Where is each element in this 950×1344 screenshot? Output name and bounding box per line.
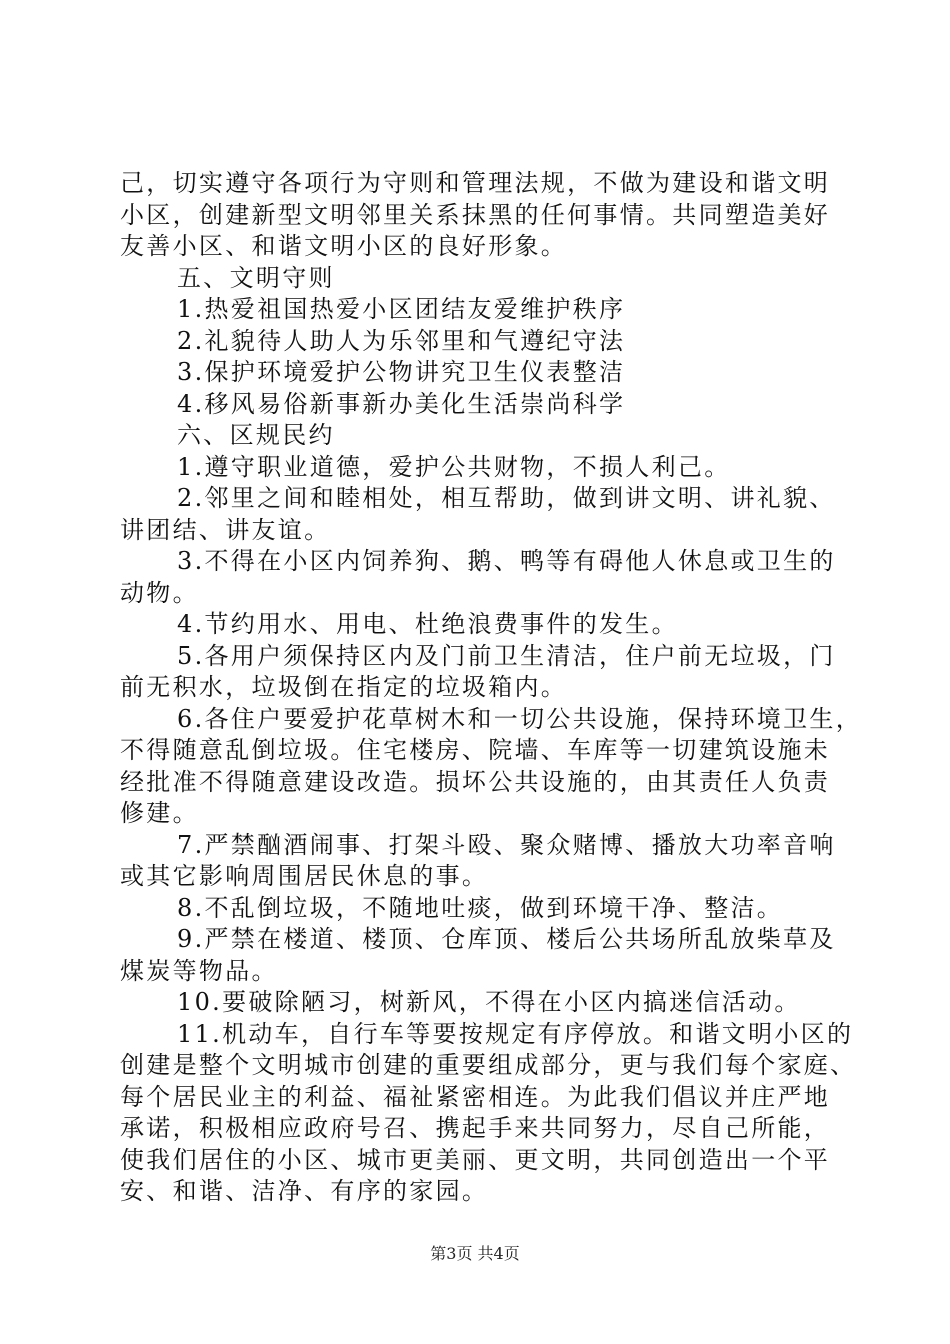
text-line: 不得随意乱倒垃圾。住宅楼房、院墙、车库等一切建筑设施未 xyxy=(120,736,831,764)
document-body xyxy=(120,168,862,1208)
text-line: 10.要破除陋习，树新风，不得在小区内搞迷信活动。 xyxy=(177,988,801,1016)
text-line: 4.节约用水、用电、杜绝浪费事件的发生。 xyxy=(177,610,678,638)
text-line: 动物。 xyxy=(120,578,199,607)
text-line: 创建是整个文明城市创建的重要组成部分，更与我们每个家庭、 xyxy=(120,1051,857,1079)
text-line: 友善小区、和谐文明小区的良好形象。 xyxy=(120,232,568,260)
text-line: 经批准不得随意建设改造。损坏公共设施的，由其责任人负责 xyxy=(120,767,831,796)
text-line: 1.遵守职业道德，爱护公共财物，不损人利己。 xyxy=(177,452,731,481)
text-line: 3.保护环境爱护公物讲究卫生仪表整洁 xyxy=(177,358,626,386)
text-line: 六、区规民约 xyxy=(177,421,335,449)
text-line: 1.热爱祖国热爱小区团结友爱维护秩序 xyxy=(177,295,626,323)
text-line: 使我们居住的小区、城市更美丽、更文明，共同创造出一个平 xyxy=(120,1145,831,1174)
text-line: 承诺，积极相应政府号召、携起手来共同努力，尽自己所能， xyxy=(120,1114,831,1142)
text-line: 8.不乱倒垃圾，不随地吐痰，做到环境干净、整洁。 xyxy=(177,893,784,922)
text-line: 3.不得在小区内饲养狗、鹅、鸭等有碍他人休息或卫生的 xyxy=(177,547,836,575)
text-line: 9.严禁在楼道、楼顶、仓库顶、楼后公共场所乱放柴草及 xyxy=(177,925,836,953)
text-line: 2.礼貌待人助人为乐邻里和气遵纪守法 xyxy=(177,326,626,355)
text-line: 安、和谐、洁净、有序的家园。 xyxy=(120,1177,489,1205)
text-line: 2.邻里之间和睦相处，相互帮助，做到讲文明、讲礼貌、 xyxy=(177,484,836,512)
text-line: 7.严禁酗酒闹事、打架斗殴、聚众赌博、播放大功率音响 xyxy=(177,830,836,859)
text-line: 4.移风易俗新事新办美化生活崇尚科学 xyxy=(177,389,626,418)
text-line: 煤炭等物品。 xyxy=(120,956,278,985)
text-line: 修建。 xyxy=(120,799,199,827)
text-line: 己，切实遵守各项行为守则和管理法规，不做为建设和谐文明 xyxy=(120,169,831,197)
text-line: 五、文明守则 xyxy=(177,263,335,292)
text-line: 前无积水，垃圾倒在指定的垃圾箱内。 xyxy=(120,673,568,701)
text-line: 小区，创建新型文明邻里关系抹黑的任何事情。共同塑造美好 xyxy=(120,200,831,229)
text-line: 11.机动车，自行车等要按规定有序停放。和谐文明小区的 xyxy=(177,1019,854,1048)
text-line: 5.各用户须保持区内及门前卫生清洁，住户前无垃圾，门 xyxy=(177,641,836,670)
text-line: 或其它影响周围居民休息的事。 xyxy=(120,862,489,890)
text-line: 讲团结、讲友谊。 xyxy=(120,515,331,544)
text-line: 6.各住户要爱护花草树木和一切公共设施，保持环境卫生， xyxy=(177,704,862,733)
page-footer: 第3页 共4页 xyxy=(430,1244,520,1263)
text-line: 每个居民业主的利益、福祉紧密相连。为此我们倡议并庄严地 xyxy=(120,1082,831,1111)
